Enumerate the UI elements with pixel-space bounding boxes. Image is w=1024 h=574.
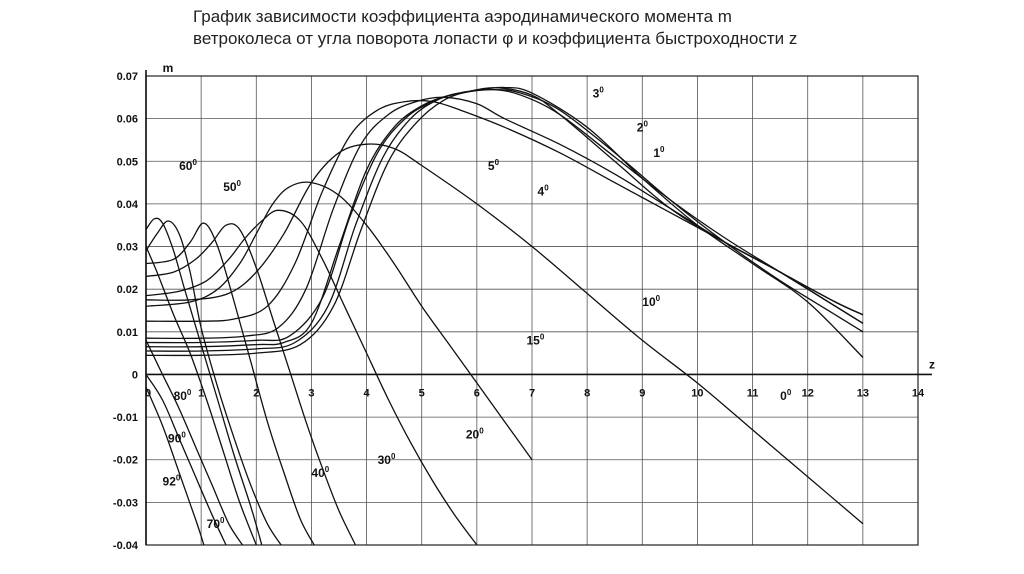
degree-mark: 0 (479, 426, 484, 436)
x-tick-label: 1 (198, 387, 205, 400)
x-axis-label: z (929, 357, 935, 372)
chart-title-line-2: ветроколеса от угла поворота лопасти φ и коэффициента быстроходности z (193, 29, 798, 48)
degree-mark: 0 (494, 157, 500, 167)
curve-label-value: 40 (311, 465, 325, 480)
degree-mark: 0 (655, 294, 661, 304)
curve-label-value: 50 (223, 180, 237, 195)
degree-mark: 0 (599, 85, 604, 95)
y-tick-label: 0.07 (116, 71, 138, 83)
curve-label-value: 3 (592, 86, 600, 101)
degree-mark: 0 (643, 119, 648, 129)
x-tick-label: 0 (144, 387, 152, 400)
curve-label-value: 70 (206, 516, 221, 531)
degree-mark: 0 (660, 145, 665, 155)
curve-label-90 (168, 431, 186, 446)
curve-label-5 (488, 158, 500, 173)
y-tick-label: 0.03 (116, 241, 138, 254)
degree-mark: 0 (175, 473, 181, 483)
y-tick-label: 0 (131, 369, 138, 382)
curve-label-value: 5 (487, 158, 495, 173)
degree-mark: 0 (186, 388, 192, 398)
tick-labels (113, 61, 935, 552)
degree-mark: 0 (192, 157, 197, 167)
curve-label-1 (653, 145, 665, 160)
x-tick-label: 12 (801, 387, 814, 400)
curve-phi-92 (146, 387, 204, 545)
degree-mark: 0 (544, 183, 549, 193)
curve-label-0 (780, 388, 792, 403)
curve-phi-5 (146, 101, 863, 322)
x-tick-label: 4 (363, 387, 370, 400)
x-tick-label: 14 (911, 387, 925, 400)
x-tick-label: 3 (308, 387, 315, 400)
x-tick-label: 13 (856, 387, 869, 400)
y-tick-label: 0.06 (116, 113, 138, 126)
curve-label-50 (223, 179, 241, 194)
curve-phi-2 (146, 90, 863, 352)
curve-phi-40 (146, 223, 314, 545)
x-tick-label: 9 (639, 387, 646, 400)
curve-label-60 (179, 158, 197, 173)
curve-phi-30 (146, 224, 356, 545)
curve-label-4 (538, 183, 550, 198)
x-tick-label: 8 (584, 387, 591, 400)
y-tick-label: -0.01 (112, 412, 138, 425)
curves (146, 87, 863, 545)
x-tick-label: 2 (253, 387, 260, 400)
x-tick-label: 7 (528, 387, 536, 400)
curve-label-40 (311, 465, 329, 480)
y-tick-label: 0.04 (116, 198, 138, 211)
curve-label-value: 15 (526, 333, 540, 348)
curve-label-2 (637, 119, 649, 134)
curve-label-value: 92 (162, 474, 176, 489)
curve-label-value: 90 (168, 431, 182, 446)
curve-label-value: 0 (780, 389, 787, 404)
curve-label-20 (466, 426, 484, 441)
degree-mark: 0 (539, 332, 545, 342)
y-tick-label: 0.01 (116, 326, 138, 339)
y-tick-label: 0.02 (116, 284, 138, 297)
x-tick-label: 10 (691, 387, 704, 400)
curve-label-value: 20 (465, 427, 480, 442)
degree-mark: 0 (390, 451, 396, 461)
curve-label-value: 60 (179, 158, 193, 173)
x-tick-label: 11 (746, 387, 759, 400)
curve-label-value: 2 (636, 120, 644, 135)
degree-mark: 0 (324, 464, 330, 474)
degree-mark: 0 (220, 515, 225, 525)
curve-phi-10 (146, 144, 863, 524)
x-tick-label: 5 (418, 387, 425, 400)
y-axis-label: m (162, 61, 174, 75)
degree-mark: 0 (181, 430, 186, 440)
curve-label-30 (378, 452, 396, 467)
curve-label-92 (163, 473, 181, 488)
y-tick-label: -0.03 (112, 497, 138, 510)
curve-label-value: 4 (537, 184, 545, 199)
degree-mark: 0 (786, 388, 792, 398)
y-tick-label: -0.02 (112, 454, 138, 467)
y-tick-label: -0.04 (112, 540, 138, 552)
x-tick-label: 6 (473, 387, 480, 400)
curve-label-70 (207, 516, 225, 531)
curve-label-80 (174, 388, 192, 403)
curve-label-value: 1 (653, 146, 661, 161)
curve-label-10 (642, 294, 660, 309)
curve-label-value: 10 (642, 295, 656, 310)
y-tick-label: 0.05 (116, 156, 138, 169)
curve-phi-4 (146, 97, 863, 338)
curve-label-15 (526, 333, 544, 348)
curve-label-value: 80 (173, 389, 187, 404)
curve-label-value: 30 (377, 452, 391, 467)
curve-label-3 (593, 85, 605, 100)
degree-mark: 0 (236, 179, 242, 189)
chart-title-line-1: График зависимости коэффициента аэродинамического момента m (193, 7, 732, 26)
